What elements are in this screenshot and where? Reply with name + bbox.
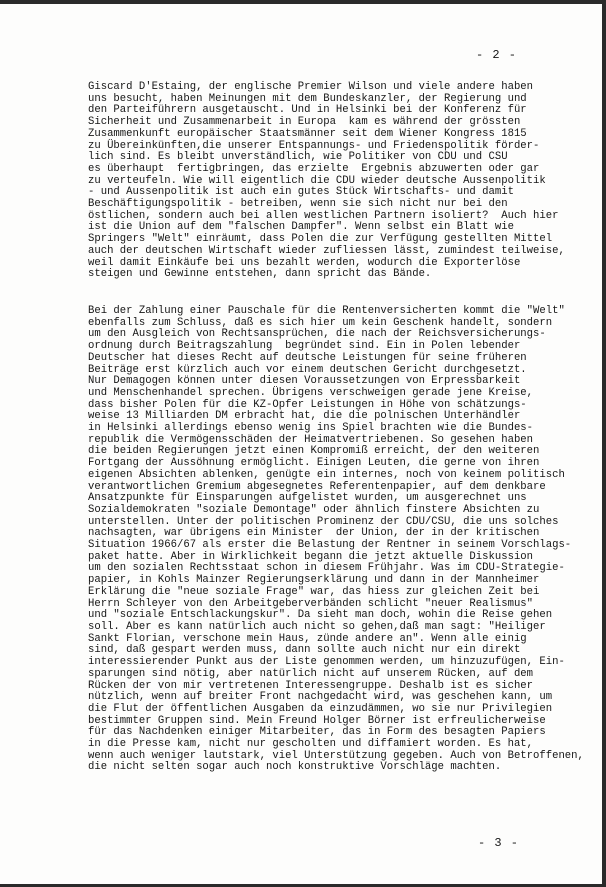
- scan-border-top: [0, 0, 606, 4]
- page-number-header: - 2 -: [476, 48, 518, 62]
- scan-border-right: [602, 0, 606, 887]
- page-number-footer: - 3 -: [478, 836, 520, 850]
- paragraph-1: Giscard D'Estaing, der englische Premier Wilson und viele andere haben uns besucht, haben Meinungen mit dem Bundeskanzler, der Regierung und den Parteiführern ausgetauscht. Und in Helsinki bei der Konferenz für Sicherheit und Zusammenarbeit in Europa kam es während der grössten Zusammenkunft europäischer Staatsmänner seit dem Wiener Kongress 1815 zu Übereinkünften,die unserer Entspannungs- und Friedenspolitik förder- lich sind. Es bleibt unverständlich, wie Politiker von CDU und CSU es überhaupt fertigbringen, das erzielte Ergebnis abzuwerten oder gar zu verteufeln. Wie will eigentlich die CDU wieder deutsche Aussenpolitik - und Aussenpolitik ist auch ein gutes Stück Wirtschafts- und damit Beschäftigungspolitik - betreiben, wenn sie sich nicht nur bei den östlichen, sondern auch bei allen westlichen Partnern isoliert? Auch hier ist die Union auf dem "falschen Dampfer". Wenn selbst ein Blatt wie Springers "Welt" einräumt, dass Polen die zur Verfügung gestellten Mittel auch der deutschen Wirtschaft wieder zufliessen lässt, zumindest teilweise, weil damit Einkäufe bei uns bezahlt werden, wodurch die Exporterlöse steigen und Gewinne entstehen, dann spricht das Bände.: [88, 81, 565, 281]
- paragraph-2: Bei der Zahlung einer Pauschale für die Rentenversicherten kommt die "Welt" ebenfalls zum Schluss, daß es sich hier um kein Geschenk handelt, sondern um den Ausgleich von Rechtsansprüchen, die nach der Reichsversicherungs- ordnung durch Beitragszahlung begründet sind. Ein in Polen lebender Deutscher hat dieses Recht auf deutsche Leistungen für seine früheren Beiträge erst kürzlich auch vor einem deutschen Gericht durchgesetzt. Nur Demagogen können unter diesen Voraussetzungen von Erpressbarkeit und Menschenhandel sprechen. Übrigens verschweigen gerade jene Kreise, dass bisher Polen für die KZ-Opfer Leistungen in Höhe von schätzungs- weise 13 Milliarden DM erbracht hat, die die polnischen Unterhändler in Helsinki allerdings ebenso wenig ins Spiel brachten wie die Bundes- republik die Vermögensschäden der Heimatvertriebenen. So gesehen haben die beiden Regierungen jetzt einen Kompromiß erreicht, der den weiteren Fortgang der Aussöhnung ermöglicht. Einigen Leuten, die gerne von ihren eigenen Absichten ablenken, genügte ein internes, noch von keinem politisch verantwortlichen Gremium abgesegnetes Referentenpapier, auf dem denkbare Ansatzpunkte für Einsparungen aufgelistet wurden, um ausgerechnet uns Sozialdemokraten "soziale Demontage" oder ähnlich finstere Absichten zu unterstellen. Unter der politischen Prominenz der CDU/CSU, die uns solches nachsagten, war übrigens ein Minister der Union, der in der kritischen Situation 1966/67 als erster die Belastung der Rentner in seinem Vorschlags- paket hatte. Aber in Wirklichkeit begann die jetzt aktuelle Diskussion um den sozialen Rechtsstaat schon in diesem Frühjahr. Was im CDU-Strategie- papier, in Kohls Mainzer Regierungserklärung und dann in der Mannheimer Erklärung die "neue soziale Frage" war, das hiess zur gleichen Zeit bei Herrn Schleyer von den Arbeitgeberverbänden schlicht "neuer Realismus" und "soziale Entschlackungskur". Da sieht man doch, wohin die Reise gehen soll. Aber es kann natürlich auch nicht so gehen,daß man sagt: "Heiliger Sankt Florian, verschone mein Haus, zünde andere an". Wenn alle einig sind, daß gespart werden muss, dann sollte auch nicht nur ein direkt interessierender Punkt aus der Liste genommen werden, um hinzuzufügen, Ein- sparungen sind nötig, aber natürlich nicht auf unserem Rücken, auf dem Rücken der von mir vertretenen Interessengruppe. Deshalb ist es sicher nützlich, wenn auf breiter Front nachgedacht wird, was geschehen kann, um die Flut der öffentlichen Ausgaben da einzudämmen, wo sie nur Privilegien bestimmter Gruppen sind. Mein Freund Holger Börner ist erfreulicherweise für das Nachdenken einiger Mitarbeiter, das in Form des besagten Papiers in die Presse kam, nicht nur gescholten und diffamiert worden. Es hat, wenn auch weniger lautstark, viel Unterstützung gegeben. Auch von Betroffenen, die nicht selten sogar auch noch konstruktive Vorschläge machten.: [88, 305, 584, 774]
